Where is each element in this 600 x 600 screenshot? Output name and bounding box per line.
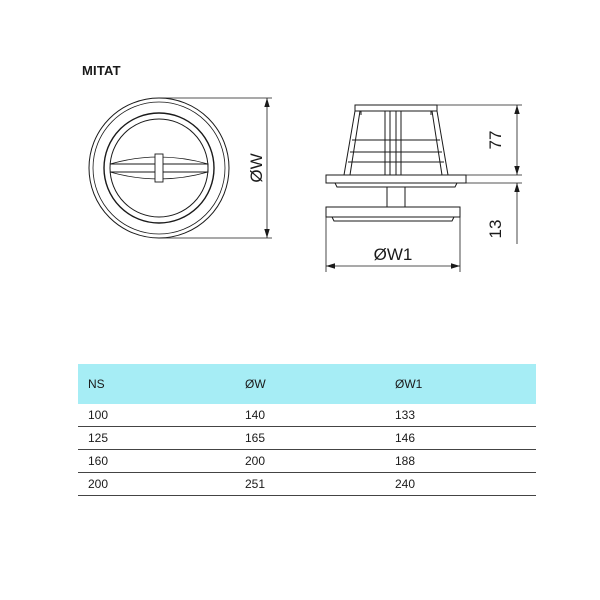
table-row [78, 427, 536, 450]
table-header-row [78, 364, 536, 404]
cell-ns: 200 [78, 473, 235, 496]
cell-w1: 146 [385, 427, 536, 450]
column-header-w1: ØW1 [385, 364, 536, 404]
column-header-w: ØW [235, 364, 385, 404]
label-inner-diameter: ØW1 [373, 245, 413, 264]
cell-w1: 133 [385, 404, 536, 427]
cell-ns: 125 [78, 427, 235, 450]
label-height: 77 [486, 130, 505, 150]
label-flange: 13 [486, 219, 505, 239]
cell-ns: 160 [78, 450, 235, 473]
table-row [78, 450, 536, 473]
cell-w: 200 [235, 450, 385, 473]
cell-ns: 100 [78, 404, 235, 427]
side-view [326, 105, 466, 221]
cell-w: 251 [235, 473, 385, 496]
product-title: MITAT [82, 63, 121, 78]
cell-w1: 240 [385, 473, 536, 496]
cell-w: 140 [235, 404, 385, 427]
table-row [78, 473, 536, 496]
cell-w1: 188 [385, 450, 536, 473]
column-header-ns: NS [78, 364, 235, 404]
label-outer-diameter: ØW [247, 153, 266, 183]
top-view [89, 98, 229, 238]
cell-w: 165 [235, 427, 385, 450]
table-row [78, 404, 536, 427]
dimensions-table [78, 364, 536, 496]
